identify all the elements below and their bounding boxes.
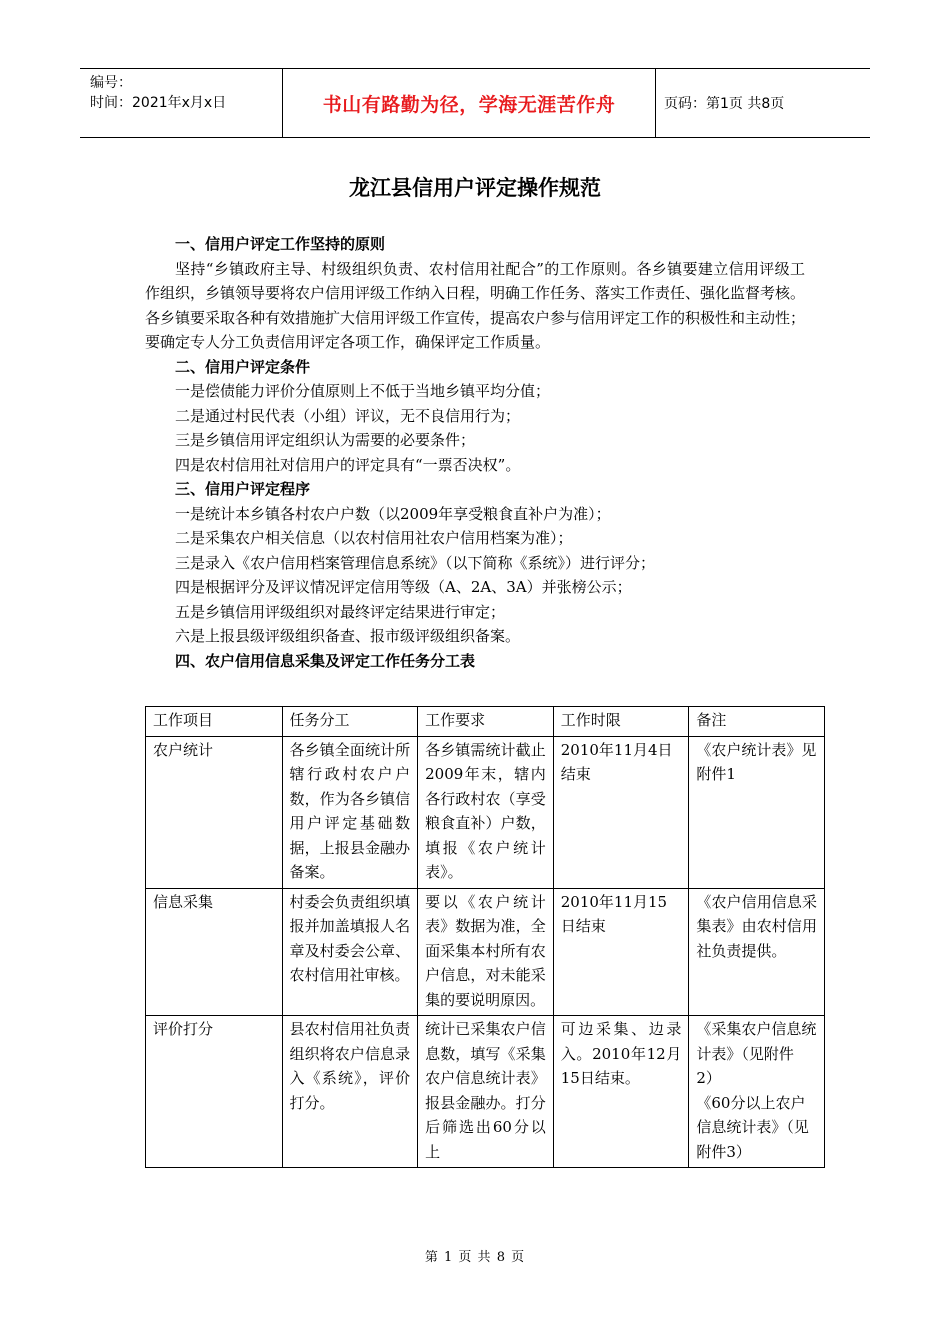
table-cell: 各乡镇全面统计所辖行政村农户户数，作为各乡镇信用户评定基础数据，上报县金融办备案。	[282, 736, 418, 888]
header-number: 编号：	[90, 75, 132, 91]
table-row	[146, 1016, 825, 1168]
table-cell: 统计已采集农户信息数，填写《采集农户信息统计表》报县金融办。打分后筛选出60分以上	[418, 1016, 554, 1168]
table-cell: 2010年11月15日结束	[553, 888, 689, 1016]
table-header-cell: 工作时限	[553, 707, 689, 737]
document-body	[145, 232, 805, 673]
table-cell: 信息采集	[146, 888, 283, 1016]
table-cell: 农户统计	[146, 736, 283, 888]
page-header	[80, 68, 870, 138]
table-cell: 要以《农户统计表》数据为准，全面采集本村所有农户信息，对未能采集的要说明原因。	[418, 888, 554, 1016]
header-meta	[80, 69, 280, 137]
table-header-cell: 工作要求	[418, 707, 554, 737]
list-item: 一是统计本乡镇各村农户户数（以2009年享受粮食直补户为准）；	[175, 504, 611, 523]
header-motto: 书山有路勤为径，学海无涯苦作舟	[282, 69, 656, 137]
section-heading: 一、信用户评定工作坚持的原则	[175, 235, 386, 253]
table-row	[146, 736, 825, 888]
section-heading: 四、农户信用信息采集及评定工作任务分工表	[175, 651, 476, 670]
table-cell: 村委会负责组织填报并加盖填报人名章及村委会公章、农村信用社审核。	[282, 888, 418, 1016]
table-cell: 各乡镇需统计截止2009年末，辖内各行政村农（享受粮食直补）户数，填报《农户统计表》。	[418, 736, 554, 888]
table-cell: 2010年11月4日结束	[553, 736, 689, 888]
table-cell: 可边采集、边录入。2010年12月15日结束。	[553, 1016, 689, 1168]
list-item: 六是上报县级评级组织备查、报市级评级组织备案。	[175, 627, 521, 645]
table-cell: 县农村信用社负责组织将农户信息录入《系统》，评价打分。	[282, 1016, 418, 1168]
table-row	[146, 888, 825, 1016]
document-title: 龙江县信用户评定操作规范	[349, 176, 601, 200]
list-item: 三是录入《农户信用档案管理信息系统》（以下简称《系统》）进行评分；	[175, 553, 656, 572]
section-heading: 三、信用户评定程序	[175, 480, 311, 498]
header-page-info: 页码：第1页 共8页	[664, 96, 785, 112]
table-header-cell: 任务分工	[282, 707, 418, 737]
section-paragraph: 坚持“乡镇政府主导、村级组织负责、农村信用社配合”的工作原则。各乡镇要建立信用评级工作组织，乡镇领导要将农户信用评级工作纳入日程，明确工作任务、落实工作责任、强化监督考核。各乡镇要采取各种有效措施扩大信用评级工作宣传，提高农户参与信用评定工作的积极性和主动性；要确定专人分工负责信用评定各项工作，确保评定工作质量。	[145, 259, 806, 351]
task-table	[145, 706, 825, 1168]
list-item: 四是根据评分及评议情况评定信用等级（A、2A、3A）并张榜公示；	[175, 578, 632, 596]
table-cell: 《采集农户信息统计表》（见附件2） 《60分以上农户信息统计表》（见附件3）	[689, 1016, 825, 1168]
list-item: 三是乡镇信用评定组织认为需要的必要条件；	[175, 431, 476, 449]
table-cell: 评价打分	[146, 1016, 283, 1168]
table-header-row	[146, 707, 825, 737]
list-item: 五是乡镇信用评级组织对最终评定结果进行审定；	[175, 602, 506, 621]
list-item: 二是采集农户相关信息（以农村信用社农户信用档案为准）；	[175, 529, 573, 547]
table-cell: 《农户统计表》见附件1	[689, 736, 825, 888]
page-footer: 第 1 页 共 8 页	[424, 1250, 526, 1265]
list-item: 一是偿债能力评价分值原则上不低于当地乡镇平均分值；	[175, 382, 551, 400]
table-cell: 《农户信用信息采集表》由农村信用社负责提供。	[689, 888, 825, 1016]
list-item: 四是农村信用社对信用户的评定具有“一票否决权”。	[175, 455, 521, 474]
list-item: 二是通过村民代表（小组）评议，无不良信用行为；	[175, 406, 521, 425]
table-header-cell: 备注	[689, 707, 825, 737]
header-date: 时间：2021年x月x日	[90, 95, 227, 111]
table-header-cell: 工作项目	[146, 707, 283, 737]
section-heading: 二、信用户评定条件	[175, 357, 311, 376]
